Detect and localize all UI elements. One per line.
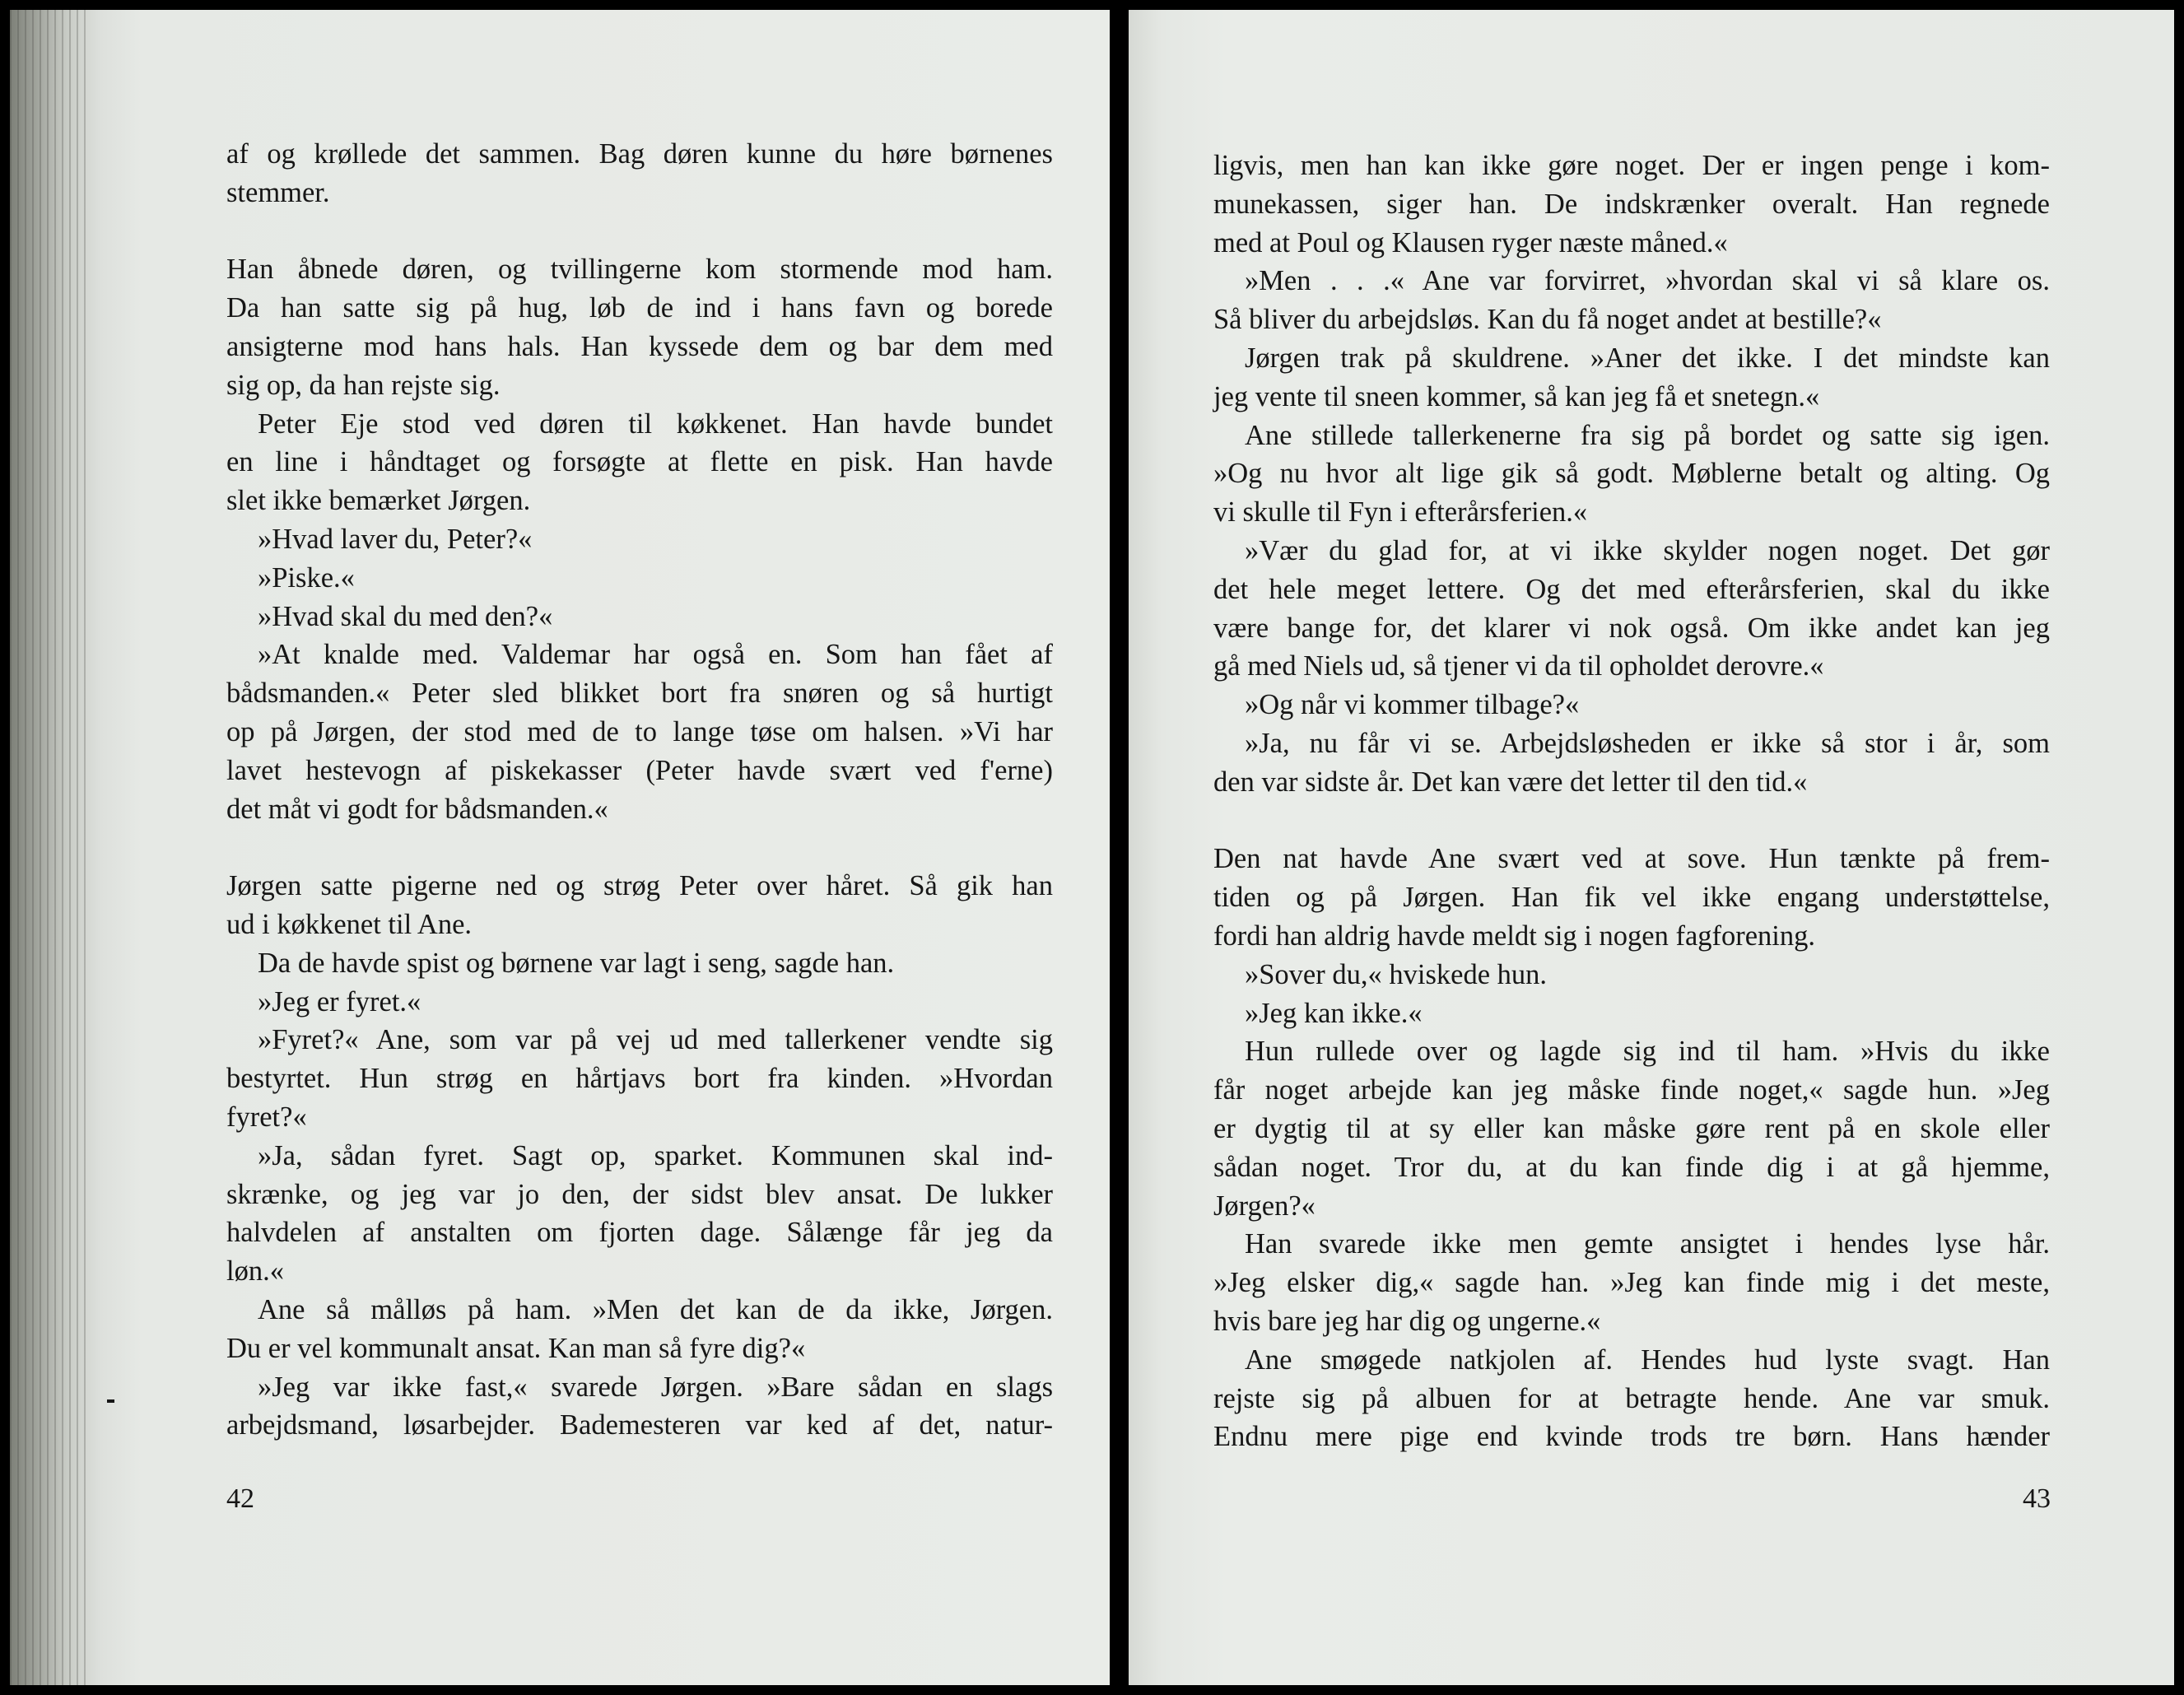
text-line: vi skulle til Fyn i efterårsferien.« xyxy=(1213,496,1588,529)
text-line: sådan noget. Tror du, at du kan finde dig i at gå hjemme, xyxy=(1213,1151,2050,1183)
text-line: jeg vente til sneen kommer, så kan jeg få et snetegn.« xyxy=(1213,380,1820,412)
text-line: Den nat havde Ane svært ved at sove. Hun tænkte på frem- xyxy=(1213,843,2050,875)
page-edge-stack xyxy=(10,10,88,1685)
text-line: gå med Niels ud, så tjener vi da til opholdet derovre.« xyxy=(1213,650,1824,682)
right-page-number: 43 xyxy=(2023,1483,2051,1514)
text-line: Ane smøgede natkjolen af. Hendes hud lyste svagt. Han xyxy=(1245,1343,2050,1376)
text-line: den var sidste år. Det kan være det letter til den tid.« xyxy=(1213,766,1808,798)
text-line: »Jeg var ikke fast,« svarede Jørgen. »Bare sådan en slags xyxy=(258,1371,1053,1403)
text-line: hvis bare jeg har dig og ungerne.« xyxy=(1213,1305,1601,1337)
text-line: »Fyret?« Ane, som var på vej ud med tallerkener vendte sig xyxy=(258,1024,1053,1056)
text-line: Hun rullede over og lagde sig ind til ham. »Hvis du ikke xyxy=(1245,1036,2050,1068)
right-page xyxy=(1129,10,2174,1685)
text-line: lavet hestevogn af piskekasser (Peter havde svært ved f'erne) xyxy=(226,754,1053,786)
text-line: det hele meget lettere. Og det med efterårsferien, skal du ikke xyxy=(1213,573,2050,605)
text-line: sig op, da han rejste sig. xyxy=(226,369,501,401)
text-line: får noget arbejde kan jeg måske finde noget,« sagde hun. »Jeg xyxy=(1213,1074,2050,1106)
text-line: tiden og på Jørgen. Han fik vel ikke engang understøttelse, xyxy=(1213,882,2050,914)
text-line: »Men . . .« Ane var forvirret, »hvordan skal vi så klare os. xyxy=(1245,265,2050,297)
text-line: Endnu mere pige end kvinde trods tre børn. Hans hænder xyxy=(1213,1421,2050,1453)
text-line: Jørgen trak på skuldrene. »Aner det ikke. I det mindste kan xyxy=(1245,342,2050,374)
text-line: »Ja, sådan fyret. Sagt op, sparket. Kommunen skal ind- xyxy=(258,1139,1053,1171)
text-line: »Ja, nu får vi se. Arbejdsløsheden er ikke så stor i år, som xyxy=(1245,727,2050,759)
left-page-number: 42 xyxy=(226,1483,254,1514)
text-line: rejste sig på albuen for at betragte hende. Ane var smuk. xyxy=(1213,1382,2050,1414)
text-line: op på Jørgen, der stod med de to lange tøse om halsen. »Vi har xyxy=(226,715,1053,747)
text-line: »Hvad skal du med den?« xyxy=(258,600,553,632)
text-line: ud i køkkenet til Ane. xyxy=(226,908,473,940)
text-line: munekassen, siger han. De indskrænker overalt. Han regnede xyxy=(1213,188,2050,220)
text-line: arbejdsmand, løsarbejder. Bademesteren var ked af det, natur- xyxy=(226,1409,1053,1441)
text-line: er dygtig til at sy eller kan måske gøre rent på en skole eller xyxy=(1213,1112,2050,1144)
text-line: »Og nu hvor alt lige gik så godt. Møblerne betalt og alting. Og xyxy=(1213,458,2050,490)
text-line: »Vær du glad for, at vi ikke skylder nogen noget. Det gør xyxy=(1245,534,2050,566)
margin-dash-mark xyxy=(107,1399,114,1403)
text-line: Da de havde spist og børnene var lagt i seng, sagde han. xyxy=(258,947,895,979)
text-line: slet ikke bemærket Jørgen. xyxy=(226,485,531,517)
left-page xyxy=(10,10,1110,1685)
text-line: Jørgen?« xyxy=(1213,1190,1316,1222)
text-line: af og krøllede det sammen. Bag døren kunne du høre børnenes xyxy=(226,138,1053,170)
text-line: »Piske.« xyxy=(258,561,355,594)
text-line: Du er vel kommunalt ansat. Kan man så fyre dig?« xyxy=(226,1332,806,1364)
text-line: Da han satte sig på hug, løb de ind i hans favn og borede xyxy=(226,292,1053,324)
text-line: Jørgen satte pigerne ned og strøg Peter over håret. Så gik han xyxy=(226,870,1053,902)
text-line: det måt vi godt for bådsmanden.« xyxy=(226,793,608,825)
text-line: »Jeg elsker dig,« sagde han. »Jeg kan finde mig i det meste, xyxy=(1213,1267,2050,1299)
right-page-text xyxy=(1213,147,2050,1456)
text-line: »Hvad laver du, Peter?« xyxy=(258,523,533,555)
text-line: med at Poul og Klausen ryger næste måned.« xyxy=(1213,226,1728,258)
text-line: »At knalde med. Valdemar har også en. Som han fået af xyxy=(258,639,1053,671)
text-line: skrænke, og jeg var jo den, der sidst blev ansat. De lukker xyxy=(226,1178,1053,1210)
text-line: »Jeg er fyret.« xyxy=(258,985,421,1017)
text-line: »Og når vi kommer tilbage?« xyxy=(1245,689,1580,721)
text-line: Så bliver du arbejdsløs. Kan du få noget andet at bestille?« xyxy=(1213,304,1882,336)
text-line: »Jeg kan ikke.« xyxy=(1245,997,1423,1029)
text-line: halvdelen af anstalten om fjorten dage. Sålænge får jeg da xyxy=(226,1217,1053,1249)
text-line: Ane så målløs på ham. »Men det kan de da ikke, Jørgen. xyxy=(258,1293,1053,1325)
text-line: Ane stillede tallerkenerne fra sig på bordet og satte sig igen. xyxy=(1245,419,2050,451)
text-line: fyret?« xyxy=(226,1101,307,1133)
text-line: Peter Eje stod ved døren til køkkenet. Han havde bundet xyxy=(258,407,1053,440)
text-line: Han svarede ikke men gemte ansigtet i hendes lyse hår. xyxy=(1245,1228,2050,1260)
text-line: »Sover du,« hviskede hun. xyxy=(1245,958,1548,990)
text-line: en line i håndtaget og forsøgte at flette en pisk. Han havde xyxy=(226,446,1053,478)
text-line: bestyrtet. Hun strøg en hårtjavs bort fra kinden. »Hvordan xyxy=(226,1063,1053,1095)
text-line: fordi han aldrig havde meldt sig i nogen fagforening. xyxy=(1213,920,1816,952)
text-line: stemmer. xyxy=(226,176,330,208)
text-line: løn.« xyxy=(226,1255,284,1288)
text-line: bådsmanden.« Peter sled blikket bort fra snøren og så hurtigt xyxy=(226,678,1053,710)
text-line: ligvis, men han kan ikke gøre noget. Der er ingen penge i kom- xyxy=(1213,150,2050,181)
text-line: være bange for, det klarer vi nok også. Om ikke andet kan jeg xyxy=(1213,612,2050,644)
text-line: Han åbnede døren, og tvillingerne kom stormende mod ham. xyxy=(226,254,1053,286)
text-line: ansigterne mod hans hals. Han kyssede dem og bar dem med xyxy=(226,330,1053,362)
left-page-text xyxy=(226,135,1053,1445)
